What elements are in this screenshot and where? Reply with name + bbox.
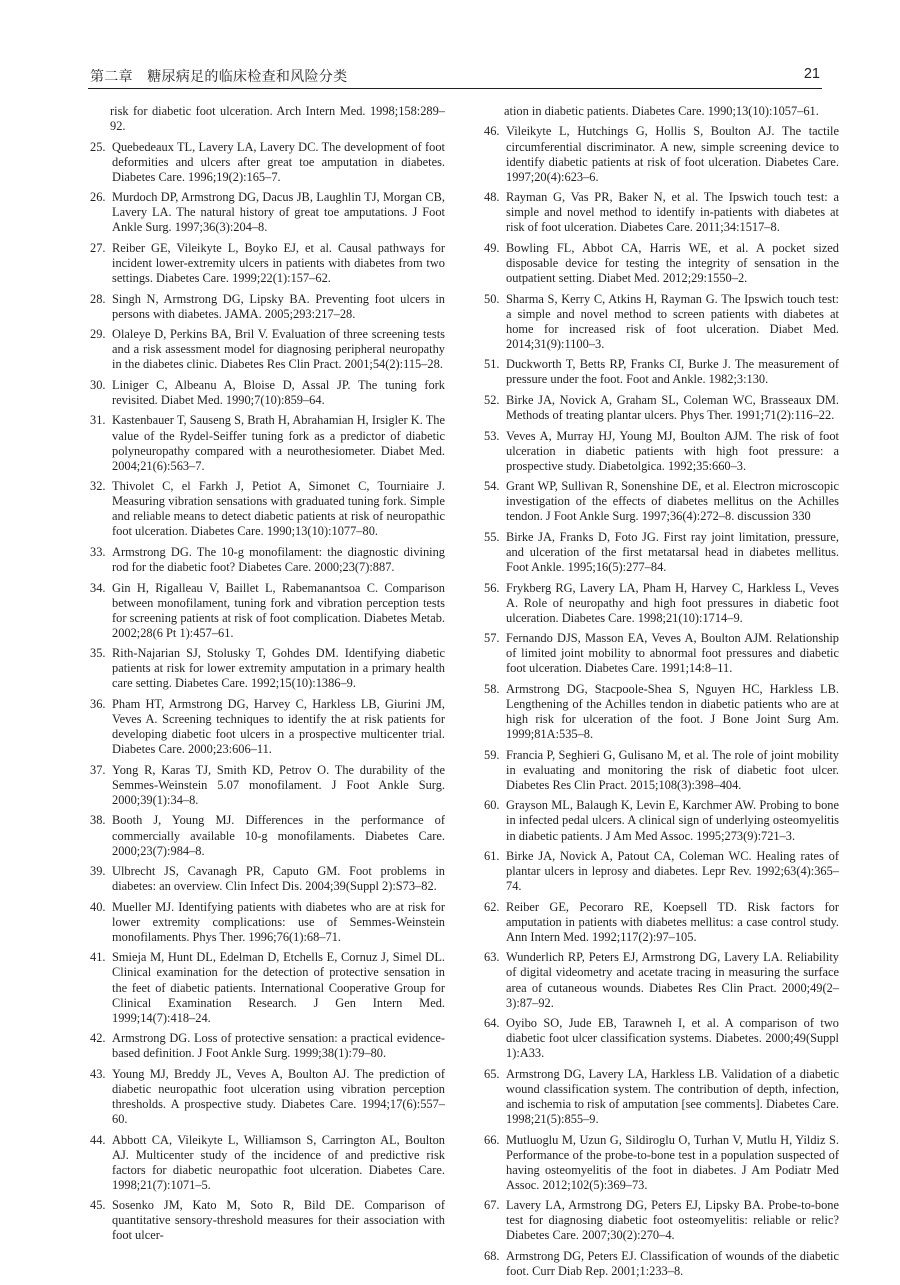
reference-number: 39. bbox=[90, 864, 106, 879]
reference-number: 29. bbox=[90, 327, 106, 342]
reference-continuation bbox=[484, 104, 839, 119]
reference-entry bbox=[90, 900, 445, 945]
reference-entry bbox=[484, 1067, 839, 1127]
reference-number: 64. bbox=[484, 1016, 500, 1031]
reference-entry bbox=[484, 682, 839, 742]
reference-entry bbox=[90, 763, 445, 808]
reference-text: Birke JA, Franks D, Foto JG. First ray joint limitation, pressure, and ulceration of the first metatarsal head in diabetes mellitus. Foot Ankle. 1995;16(5):277–84. bbox=[506, 529, 839, 575]
running-header bbox=[90, 66, 820, 86]
reference-entry bbox=[484, 479, 839, 524]
reference-entry bbox=[90, 864, 445, 894]
reference-text: Singh N, Armstrong DG, Lipsky BA. Preventing foot ulcers in persons with diabetes. JAMA. 2005;293:217–28. bbox=[112, 291, 445, 321]
reference-number: 42. bbox=[90, 1031, 106, 1046]
reference-number: 68. bbox=[484, 1248, 500, 1263]
reference-number: 26. bbox=[90, 190, 106, 205]
reference-number: 57. bbox=[484, 631, 500, 646]
reference-entry bbox=[90, 1198, 445, 1243]
reference-entry bbox=[90, 378, 445, 408]
reference-number: 44. bbox=[90, 1132, 106, 1147]
reference-entry bbox=[484, 1198, 839, 1243]
reference-number: 36. bbox=[90, 696, 106, 711]
reference-entry bbox=[484, 190, 839, 235]
reference-entry bbox=[484, 241, 839, 286]
reference-entry bbox=[484, 357, 839, 387]
reference-number: 50. bbox=[484, 291, 500, 306]
reference-entry bbox=[484, 631, 839, 676]
reference-text: Reiber GE, Pecoraro RE, Koepsell TD. Risk factors for amputation in patients with diabetes mellitus: a case control study. Ann Intern Med. 1992;117(2):97–105. bbox=[506, 899, 839, 944]
reference-number: 56. bbox=[484, 580, 500, 595]
reference-number: 33. bbox=[90, 544, 106, 559]
reference-number: 58. bbox=[484, 681, 500, 696]
reference-text: Rith-Najarian SJ, Stolusky T, Gohdes DM. Identifying diabetic patients at risk for lower extremity amputation in a primary health care setting. Diabetes Care. 1992;15(10):1386–9. bbox=[112, 646, 445, 691]
reference-number: 32. bbox=[90, 479, 106, 494]
reference-entry bbox=[484, 393, 839, 423]
reference-text: Sosenko JM, Kato M, Soto R, Bild DE. Comparison of quantitative sensory-threshold measures for their association with foot ulcer- bbox=[112, 1198, 445, 1243]
reference-text: Kastenbauer T, Sauseng S, Brath H, Abrahamian H, Irsigler K. The value of the Rydel-Seiffer tuning fork as a predictor of diabetic polyneuropathy compared with a neurothesiometer. Diabet Med. 2004;21(6):563–7. bbox=[112, 413, 445, 473]
reference-number: 34. bbox=[90, 580, 106, 595]
reference-entry bbox=[484, 900, 839, 945]
reference-entry bbox=[484, 1133, 839, 1193]
reference-number: 35. bbox=[90, 646, 106, 661]
reference-number: 66. bbox=[484, 1132, 500, 1147]
reference-text: Veves A, Murray HJ, Young MJ, Boulton AJM. The risk of foot ulceration in diabetic patients with high foot pressure: a prospective study. Diabetolgica. 1992;35:660–3. bbox=[506, 428, 839, 473]
reference-number: 46. bbox=[484, 124, 500, 139]
reference-number: 37. bbox=[90, 762, 106, 777]
reference-text: Duckworth T, Betts RP, Franks CI, Burke J. The measurement of pressure under the foot. Foot and Ankle. 1982;3:130. bbox=[506, 357, 839, 387]
reference-text: Rayman G, Vas PR, Baker N, et al. The Ipswich touch test: a simple and novel method to identify in-patients with diabetes at risk of foot ulceration. Diabetes Care. 2011;34:1517–8. bbox=[506, 190, 839, 235]
reference-number: 28. bbox=[90, 291, 106, 306]
reference-text: Birke JA, Novick A, Patout CA, Coleman WC. Healing rates of plantar ulcers in leprosy and diabetes. Lepr Rev. 1992;63(4):365–74. bbox=[506, 848, 839, 894]
reference-entry bbox=[90, 140, 445, 185]
reference-number: 53. bbox=[484, 428, 500, 443]
reference-entry bbox=[90, 1031, 445, 1061]
reference-entry bbox=[90, 190, 445, 235]
reference-entry bbox=[90, 241, 445, 286]
reference-text: Reiber GE, Vileikyte L, Boyko EJ, et al. Causal pathways for incident lower-extremity ulcers in patients with diabetes from two settings. Diabetes Care. 1999;22(1):157–62. bbox=[112, 240, 445, 286]
reference-number: 38. bbox=[90, 813, 106, 828]
reference-text: Vileikyte L, Hutchings G, Hollis S, Boulton AJ. The tactile circumferential discriminator. A new, simple screening device to identify diabetic patients at risk of foot ulceration. Diabetes Care. 1997;20(4):623–6. bbox=[506, 124, 839, 184]
reference-text: Mueller MJ. Identifying patients with diabetes who are at risk for lower extremity complications: use of Semmes-Weinstein monofilaments. Phys Ther. 1996;76(1):68–71. bbox=[112, 899, 445, 944]
chapter-title: 第二章 糖尿病足的临床检查和风险分类 bbox=[90, 69, 348, 85]
page-number: 21 bbox=[803, 66, 820, 82]
references-right-column bbox=[484, 104, 839, 1285]
reference-entry bbox=[90, 697, 445, 757]
reference-number: 59. bbox=[484, 747, 500, 762]
reference-entry bbox=[90, 581, 445, 641]
reference-text: Yong R, Karas TJ, Smith KD, Petrov O. The durability of the Semmes-Weinstein 5.07 monofilament. J Foot Ankle Surg. 2000;39(1):34–8. bbox=[112, 762, 445, 807]
reference-text: Booth J, Young MJ. Differences in the performance of commercially available 10-g monofilaments. Diabetes Care. 2000;23(7):984–8. bbox=[112, 813, 445, 858]
reference-number: 48. bbox=[484, 190, 500, 205]
reference-number: 55. bbox=[484, 529, 500, 544]
reference-entry bbox=[90, 813, 445, 858]
reference-entry bbox=[484, 1016, 839, 1061]
reference-entry bbox=[484, 124, 839, 184]
reference-text: risk for diabetic foot ulceration. Arch Intern Med. 1998;158:289–92. bbox=[110, 104, 445, 134]
reference-text: Quebedeaux TL, Lavery LA, Lavery DC. The development of foot deformities and ulcers after great toe amputation in diabetes. Diabetes Care. 1996;19(2):165–7. bbox=[112, 139, 445, 184]
reference-text: Mutluoglu M, Uzun G, Sildiroglu O, Turhan V, Mutlu H, Yildiz S. Performance of the probe-to-bone test in a population suspected of having osteomyelitis of the foot in diabetes. J Am Podiatr Med Assoc. 2012;102(5):369–73. bbox=[506, 1132, 839, 1192]
reference-text: Abbott CA, Vileikyte L, Williamson S, Carrington AL, Boulton AJ. Multicenter study of the incidence of and predictive risk factors for diabetic neuropathic foot ulceration. Diabetes Care. 1998;21(7):1071–5. bbox=[112, 1132, 445, 1192]
reference-text: Smieja M, Hunt DL, Edelman D, Etchells E, Cornuz J, Simel DL. Clinical examination for the detection of protective sensation in the feet of diabetic patients. International Cooperative Group for Clinical Examination Research. J Gen Intern Med. 1999;14(7):418–24. bbox=[112, 950, 445, 1025]
reference-number: 62. bbox=[484, 899, 500, 914]
reference-number: 51. bbox=[484, 357, 500, 372]
reference-text: Wunderlich RP, Peters EJ, Armstrong DG, Lavery LA. Reliability of digital videometry and acetate tracing in measuring the surface area of cutaneous wounds. Diabetes Res Clin Pract. 2000;49(2–3):87–92. bbox=[506, 950, 839, 1010]
reference-number: 43. bbox=[90, 1066, 106, 1081]
reference-text: Murdoch DP, Armstrong DG, Dacus JB, Laughlin TJ, Morgan CB, Lavery LA. The natural history of great toe amputations. J Foot Ankle Surg. 1997;36(3):204–8. bbox=[112, 190, 445, 235]
reference-entry bbox=[484, 748, 839, 793]
reference-entry bbox=[90, 479, 445, 539]
reference-number: 49. bbox=[484, 240, 500, 255]
reference-number: 45. bbox=[90, 1198, 106, 1213]
reference-text: Grayson ML, Balaugh K, Levin E, Karchmer AW. Probing to bone in infected pedal ulcers. A clinical sign of underlying osteomyelitis in diabetic patients. J Am Med Assoc. 1995;273(9):721–3. bbox=[506, 798, 839, 843]
reference-text: Ulbrecht JS, Cavanagh PR, Caputo GM. Foot problems in diabetes: an overview. Clin Infect Dis. 2004;39(Suppl 2):S73–82. bbox=[112, 864, 445, 894]
reference-entry bbox=[484, 292, 839, 352]
reference-number: 30. bbox=[90, 377, 106, 392]
reference-entry bbox=[484, 849, 839, 894]
reference-entry bbox=[90, 327, 445, 372]
reference-text: Olaleye D, Perkins BA, Bril V. Evaluation of three screening tests and a risk assessment model for diagnosing peripheral neuropathy in the diabetes clinic. Diabetes Res Clin Pract. 2001;54(2):115–28. bbox=[112, 327, 445, 372]
reference-number: 67. bbox=[484, 1198, 500, 1213]
reference-text: Thivolet C, el Farkh J, Petiot A, Simonet C, Tourniaire J. Measuring vibration sensations with graduated tuning fork. Simple and reliable means to detect diabetic patients at risk of neuropathic foot ulceration. Diabetes Care. 1990;13(10):1077–80. bbox=[112, 479, 445, 539]
reference-text: Armstrong DG, Peters EJ. Classification of wounds of the diabetic foot. Curr Diab Rep. 2001;1:233–8. bbox=[506, 1248, 839, 1279]
reference-text: Gin H, Rigalleau V, Baillet L, Rabemanantsoa C. Comparison between monofilament, tuning fork and vibration perception tests for screening patients at risk of foot complication. Diabetes Metab. 2002;28(6 Pt 1):457–61. bbox=[112, 580, 445, 640]
reference-entry bbox=[90, 646, 445, 691]
reference-number: 61. bbox=[484, 848, 500, 863]
reference-text: ation in diabetic patients. Diabetes Care. 1990;13(10):1057–61. bbox=[504, 104, 819, 118]
reference-text: Sharma S, Kerry C, Atkins H, Rayman G. The Ipswich touch test: a simple and novel method to screen patients with diabetes at home for increased risk of foot ulceration. Diabet Med. 2014;31(9):1100–3. bbox=[506, 291, 839, 351]
reference-entry bbox=[484, 950, 839, 1010]
reference-entry bbox=[484, 581, 839, 626]
reference-number: 54. bbox=[484, 479, 500, 494]
reference-text: Bowling FL, Abbot CA, Harris WE, et al. A pocket sized disposable device for testing the integrity of sensation in the outpatient setting. Diabet Med. 2012;29:1550–2. bbox=[506, 240, 839, 286]
reference-entry bbox=[90, 1067, 445, 1127]
reference-text: Birke JA, Novick A, Graham SL, Coleman WC, Brasseaux DM. Methods of treating plantar ulcers. Phys Ther. 1991;71(2):116–22. bbox=[506, 392, 839, 423]
reference-number: 40. bbox=[90, 899, 106, 914]
reference-text: Liniger C, Albeanu A, Bloise D, Assal JP. The tuning fork revisited. Diabet Med. 1990;7(10):859–64. bbox=[112, 377, 445, 407]
reference-number: 52. bbox=[484, 392, 500, 407]
reference-entry bbox=[90, 292, 445, 322]
reference-number: 27. bbox=[90, 240, 106, 255]
reference-text: Grant WP, Sullivan R, Sonenshine DE, et al. Electron microscopic investigation of the effects of diabetes mellitus on the Achilles tendon. J Foot Ankle Surg. 1997;36(4):272–8. discussion 330 bbox=[506, 479, 839, 524]
reference-continuation bbox=[90, 104, 445, 134]
references-left-column bbox=[90, 104, 445, 1249]
reference-entry bbox=[90, 950, 445, 1025]
reference-entry bbox=[90, 413, 445, 473]
reference-entry bbox=[484, 530, 839, 575]
reference-entry bbox=[90, 1133, 445, 1193]
reference-text: Armstrong DG. The 10-g monofilament: the diagnostic divining rod for the diabetic foot? Diabetes Care. 2000;23(7):887. bbox=[112, 544, 445, 575]
reference-text: Frykberg RG, Lavery LA, Pham H, Harvey C, Harkless L, Veves A. Role of neuropathy and high foot pressures in diabetic foot ulceration. Diabetes Care. 1998;21(10):1714–9. bbox=[506, 580, 839, 625]
reference-entry bbox=[90, 545, 445, 575]
reference-text: Fernando DJS, Masson EA, Veves A, Boulton AJM. Relationship of limited joint mobility to abnormal foot pressures and diabetic foot ulceration. Diabetes Care. 1991;14:8–11. bbox=[506, 631, 839, 676]
reference-entry bbox=[484, 798, 839, 843]
reference-number: 31. bbox=[90, 413, 106, 428]
header-rule bbox=[88, 88, 822, 89]
reference-text: Armstrong DG, Stacpoole-Shea S, Nguyen HC, Harkless LB. Lengthening of the Achilles tendon in diabetic patients who are at high risk for ulceration of the foot. J Bone Joint Surg Am. 1999;81A:535–8. bbox=[506, 681, 839, 742]
reference-number: 63. bbox=[484, 950, 500, 965]
reference-text: Pham HT, Armstrong DG, Harvey C, Harkless LB, Giurini JM, Veves A. Screening techniques to identify the at risk patients for developing diabetic foot ulcers in a prospective multicenter trial. Diabetes Care. 2000;23:606–11. bbox=[112, 696, 445, 757]
reference-text: Oyibo SO, Jude EB, Tarawneh I, et al. A comparison of two diabetic foot ulcer classification systems. Diabetes. 2000;49(Suppl 1):A33. bbox=[506, 1016, 839, 1061]
reference-entry bbox=[484, 429, 839, 474]
reference-number: 65. bbox=[484, 1066, 500, 1081]
reference-number: 41. bbox=[90, 950, 106, 965]
reference-text: Armstrong DG, Lavery LA, Harkless LB. Validation of a diabetic wound classification system. The contribution of depth, infection, and ischemia to risk of amputation [see comments]. Diabetes Care. 1998;21(5):855–9. bbox=[506, 1066, 839, 1127]
reference-text: Francia P, Seghieri G, Gulisano M, et al. The role of joint mobility in evaluating and monitoring the risk of diabetic foot ulcer. Diabetes Res Clin Pract. 2015;108(3):398–404. bbox=[506, 747, 839, 792]
reference-text: Armstrong DG. Loss of protective sensation: a practical evidence-based definition. J Foot Ankle Surg. 1999;38(1):79–80. bbox=[112, 1031, 445, 1061]
reference-text: Lavery LA, Armstrong DG, Peters EJ, Lipsky BA. Probe-to-bone test for diagnosing diabetic foot osteomyelitis: reliable or relic? Diabetes Care. 2007;30(2):270–4. bbox=[506, 1198, 839, 1243]
reference-entry bbox=[484, 1249, 839, 1279]
reference-number: 25. bbox=[90, 139, 106, 154]
reference-text: Young MJ, Breddy JL, Veves A, Boulton AJ. The prediction of diabetic neuropathic foot ulceration using vibration perception thresholds. A prospective study. Diabetes Care. 1994;17(6):557–60. bbox=[112, 1066, 445, 1127]
reference-number: 60. bbox=[484, 798, 500, 813]
